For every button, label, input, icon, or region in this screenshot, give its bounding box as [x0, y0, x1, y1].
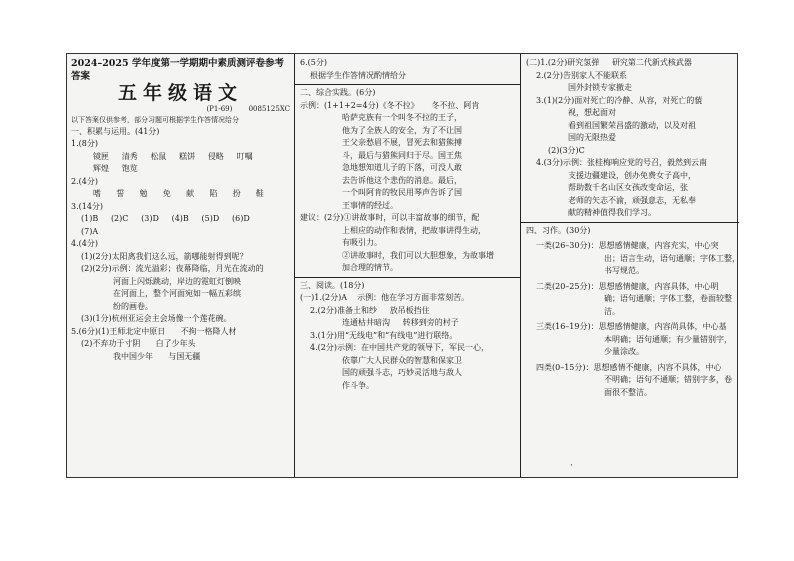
answer-line: 纷的画卷。 [113, 301, 153, 311]
grade-line: 不明确；语句不通顺；错别字多，卷 [604, 375, 732, 384]
answer-text: 转移到旁的村子 [402, 318, 459, 327]
q2-chars-row [71, 188, 290, 201]
question-heading: 2.(4分) [71, 176, 98, 186]
question-heading: 1.(8分) [71, 139, 98, 148]
answer-word: 侵略 [207, 151, 224, 161]
story-line: 哈萨克族有一个叫冬不拉的王子， [342, 113, 462, 122]
answer-line: 作斗争。 [342, 380, 374, 390]
answer-text: 连通枯井暗沟 [342, 318, 390, 327]
grade-line: 四类(0–15分)：思想感情不健康，内容不具体，中心 [536, 362, 722, 372]
page-title: 2024–2025 学年度第一学期期中素质测评卷参考答案 [71, 58, 284, 82]
answer-char: 嗜 [93, 189, 101, 198]
choice-answer: (6)D [231, 214, 250, 223]
answer-word: 松鼠 [150, 151, 167, 161]
question-heading: 4.(4分) [71, 239, 98, 248]
answer-line: 3.(1)(2分)面对死亡的冷静、从容，对死亡的藐 [536, 95, 703, 105]
story-line: 王事情的经过。 [342, 200, 398, 210]
answer-word: 叮嘱 [236, 151, 253, 161]
answer-line [71, 326, 290, 339]
answer-word: 糕饼 [179, 151, 196, 161]
answer-line: 3.(1分)用“无线电”和“有线电”进行联络。 [310, 330, 458, 340]
answer-char: 献 [186, 189, 195, 198]
section-heading: 二、综合实践。(6分) [300, 88, 376, 97]
answer-line [300, 100, 515, 113]
story-line: 他为了全族人的安全，为了不让国 [342, 125, 462, 135]
answer-line: 献的精神值得我们学习。 [568, 208, 656, 217]
answer-char: 鞋 [255, 189, 264, 198]
answer-line: 4.(3分)示例：张桂梅响应党的号召，毅然到云南 [536, 158, 707, 167]
q1-words-row [71, 151, 290, 164]
answer-line: 国的无限热爱 [568, 133, 616, 142]
column-middle [294, 54, 520, 477]
grade-line: 少量涂改。 [604, 347, 644, 356]
subject-title: 五年级语文 [117, 82, 243, 104]
section-heading: 一、积累与运用。(41分) [71, 126, 160, 136]
answer-line: 根据学生作答情况酌情给分 [310, 70, 406, 80]
answer-sheet [66, 53, 738, 478]
choice-answer: (3)D [141, 214, 159, 223]
answer-char: 誓 [116, 189, 125, 198]
choice-answer: (5)D [201, 214, 220, 223]
example-keywords: 冬不拉、阿肯 [431, 100, 480, 110]
divider [521, 222, 739, 223]
answer-word: 辉煌 [93, 164, 109, 173]
answer-text: 研究第二代新式核武器 [611, 58, 692, 67]
poem-line: (2)不弃功于寸阴 [81, 339, 141, 348]
answer-line: 老师的矢志不渝，顽强意志，无私奉 [568, 195, 696, 205]
answer-line: (3)(1分)杭州亚运会主会场像一个莲花碗。 [81, 314, 232, 323]
story-line: 去告诉他这个悲伤的消息。最后， [342, 175, 462, 185]
choice-answer: (7)A [81, 226, 99, 236]
answer-line: 看到祖国繁荣昌盛的激动，以及对祖 [568, 120, 696, 130]
answer-char: 免 [162, 189, 171, 198]
story-line: 一个叫阿肯的牧民用琴声告诉了国 [342, 188, 462, 197]
answer-word: 镜匣 [93, 151, 109, 161]
code-left: (P1-69) [206, 104, 233, 113]
grade-line: 一类(26–30分)：思想感情健康，内容充实，中心突 [536, 241, 719, 250]
answer-word: 饱览 [121, 164, 138, 173]
grade-line: 三类(16–19分)：思想感情健康，内容尚具体，中心基 [536, 322, 727, 331]
section-heading: 三、阅读。(18分) [300, 280, 365, 290]
answer-char: 扮 [232, 189, 241, 198]
answer-char: 陷 [209, 189, 218, 198]
answer-line: 上相应的动作和表情，把故事讲得生动， [342, 225, 486, 235]
answer-line: 建议：(2分)①讲故事时，可以丰富故事的细节，配 [300, 213, 480, 222]
choice-answer: (1)B [81, 214, 99, 223]
section-heading: 四、习作。(30分) [526, 225, 591, 235]
answer-line: 4.(2分)示例：在中国共产党的领导下，军民一心， [310, 343, 489, 352]
poem-line: 5.(6分)(1)王师北定中原日 [71, 326, 166, 336]
story-line: 斗，最后与猎熊同归于尽。国王焦 [342, 150, 462, 160]
answer-line: 帮助数千名山区女孩改变命运，张 [568, 183, 688, 192]
grade-line: 出；语言生动，语句通顺；字体工整， [604, 253, 740, 263]
answer-line [71, 351, 290, 364]
poem-line: 与国无疆 [168, 351, 201, 361]
answer-line: 国外封锁专家撤走 [568, 83, 632, 92]
answer-text: 放吊板挡住 [389, 305, 430, 315]
column-right [520, 54, 739, 477]
column-left [67, 54, 294, 477]
answer-line: (2)(3分)C [548, 145, 585, 155]
answer-line: 支援边疆建设，创办免费女子高中， [568, 170, 696, 180]
q1-words-row [71, 163, 290, 176]
question-heading: 6.(5分) [300, 58, 327, 67]
question-heading: 3.(14分) [71, 201, 104, 211]
divider [295, 84, 520, 85]
grade-line: 确；语句通顺；字体工整，卷面较整 [604, 294, 732, 303]
note-text: 以下答案仅供参考，部分习题可根据学生作答情况给分 [71, 115, 239, 124]
q3-answers-row [71, 213, 290, 226]
answer-text: (一)1.(2分)A [300, 293, 347, 302]
footer-mark: · [570, 461, 573, 471]
answer-line [71, 338, 290, 351]
grade-line: 洁。 [604, 306, 620, 316]
story-line: 王父亲愁眉不展，冒死去和猎熊搏 [342, 138, 462, 147]
divider [295, 277, 520, 278]
grade-line: 二类(20–25分)：思想感情健康，内容具体，中心明 [536, 281, 719, 291]
answer-line: 依靠广大人民群众的智慧和保家卫 [342, 355, 462, 365]
choice-answer: (4)B [171, 214, 189, 223]
answer-line [300, 305, 515, 318]
grade-line: 书写规范。 [604, 266, 644, 275]
answer-line: 国的顽强斗志，巧妙灵活地与敌人 [342, 368, 462, 377]
choice-answer: (2)C [110, 214, 129, 223]
answer-line: (2)(2分)示例：流光溢彩；夜幕降临，月光在流动的 [81, 264, 264, 273]
answer-line: (1)(2分)太阳离我们这么远，箭哪能射得到呢？ [81, 251, 248, 261]
story-line: 急地想知道儿子的下落，可没人敢 [342, 163, 462, 172]
answer-line: ②讲故事时，我们可以大胆想象，为故事增 [342, 250, 494, 260]
answer-line [526, 57, 734, 70]
poem-line: 不拘一格降人材 [180, 326, 237, 336]
answer-line: 加合理的情节。 [342, 263, 398, 272]
answer-word: 清秀 [121, 151, 138, 161]
code-right: 0085125XC [248, 104, 290, 113]
grade-line: 面很不整洁。 [604, 387, 652, 397]
poem-line: 白了少年头 [155, 339, 196, 348]
answer-text: 2.(2分)准备土和纱 [310, 305, 377, 315]
answer-line: 河面上闪烁跳动，岸边的霓虹灯倒映 [113, 276, 241, 286]
answer-line: 有吸引力。 [342, 238, 382, 247]
answer-char: 勉 [139, 189, 148, 198]
answer-text: (二)1.(2分)研究氢弹 [526, 58, 600, 67]
poem-line: 我中国少年 [113, 351, 153, 361]
answer-line [300, 292, 515, 305]
answer-line: 2.(2分)告别家人不能联系 [536, 70, 627, 80]
answer-text: 示例：他在学习方面非常刻苦。 [357, 293, 470, 302]
example-intro: 示例：(1+1+2=4分)《冬不拉》 [300, 100, 419, 110]
answer-line: 在河面上，整个河面宛如一幅五彩缤 [113, 289, 241, 298]
answer-line [300, 317, 515, 330]
grade-line: 本明确；语句通顺；有少量错别字， [604, 334, 732, 344]
answer-line: 视，想起面对 [568, 108, 616, 117]
